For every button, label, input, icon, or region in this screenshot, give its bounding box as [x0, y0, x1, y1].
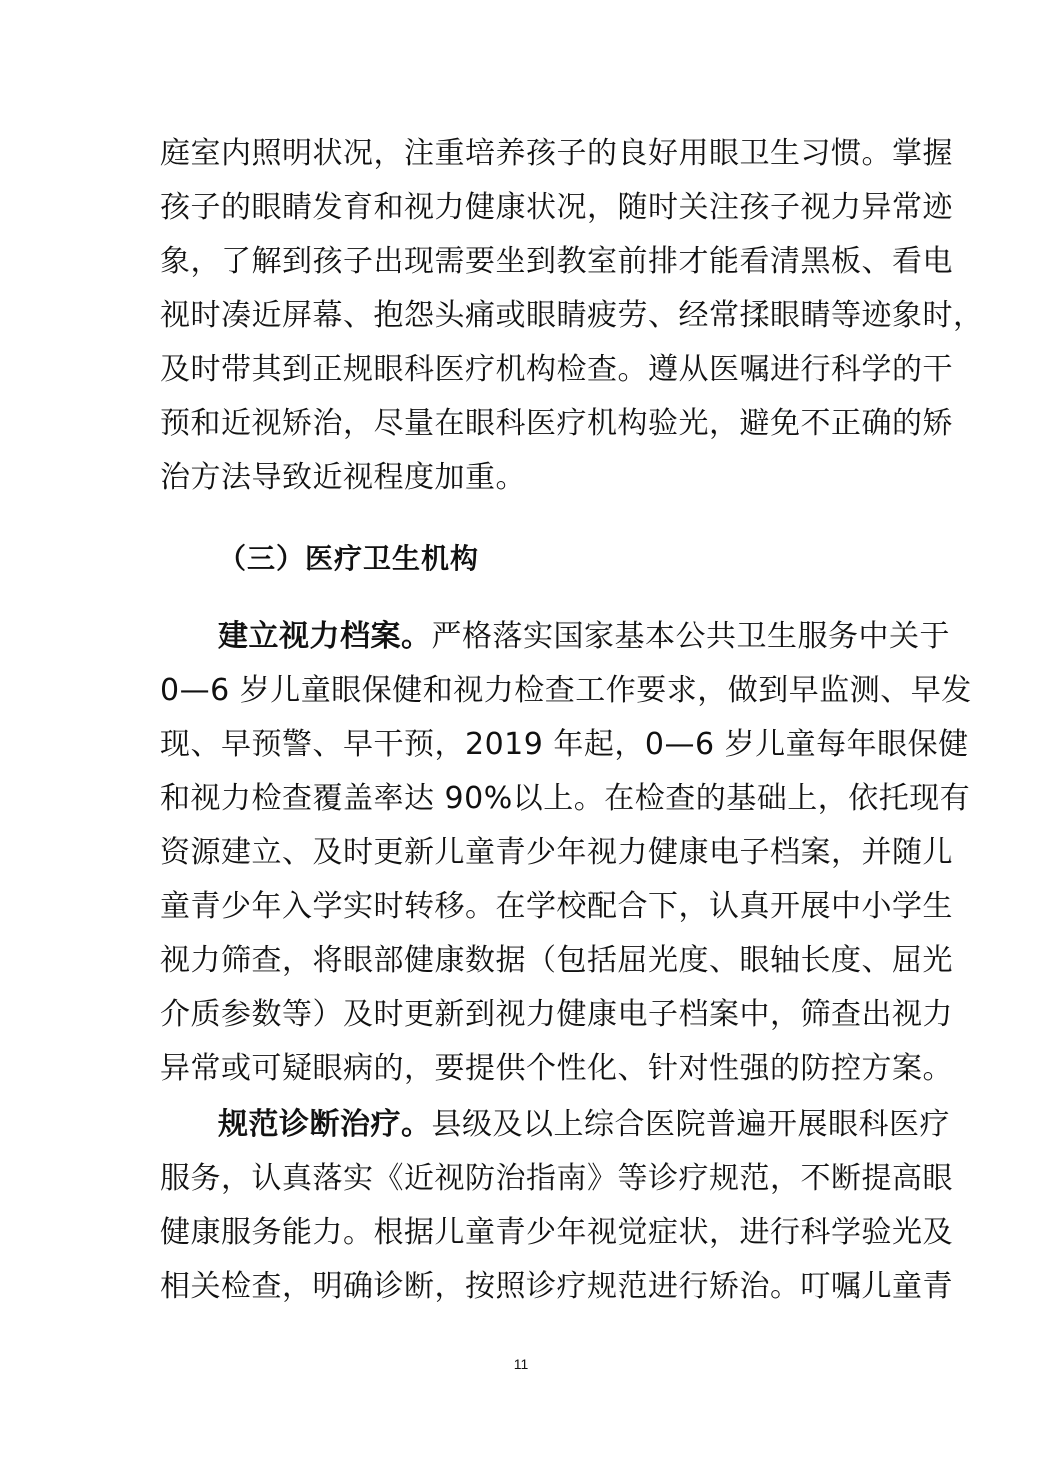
text-line: 治方法导致近视程度加重。 — [160, 460, 526, 495]
page-number: 11 — [513, 1356, 529, 1372]
text-line: 现、早预警、早干预，2019 年起，0—6 岁儿童每年眼保健 — [160, 727, 969, 762]
text-line: 童青少年入学实时转移。在学校配合下，认真开展中小学生 — [160, 889, 953, 924]
text-line: 视时凑近屏幕、抱怨头痛或眼睛疲劳、经常揉眼睛等迹象时， — [160, 298, 984, 333]
text-line: 服务，认真落实《近视防治指南》等诊疗规范，不断提高眼 — [160, 1161, 953, 1196]
paragraph-lead: 建立视力档案。 — [218, 619, 432, 654]
paragraph-text: 严格落实国家基本公共卫生服务中关于 — [431, 619, 950, 654]
paragraph-first-line — [218, 610, 950, 664]
paragraph-first-line — [218, 1098, 950, 1152]
text-line: 庭室内照明状况，注重培养孩子的良好用眼卫生习惯。掌握 — [160, 136, 953, 171]
paragraph-lead: 规范诊断治疗。 — [218, 1107, 432, 1142]
text-line: 异常或可疑眼病的，要提供个性化、针对性强的防控方案。 — [160, 1051, 953, 1086]
text-line: 孩子的眼睛发育和视力健康状况，随时关注孩子视力异常迹 — [160, 190, 953, 225]
text-line: 象，了解到孩子出现需要坐到教室前排才能看清黑板、看电 — [160, 244, 953, 279]
text-line: 预和近视矫治，尽量在眼科医疗机构验光，避免不正确的矫 — [160, 406, 953, 441]
paragraph-text: 县级及以上综合医院普遍开展眼科医疗 — [431, 1107, 950, 1142]
text-line: 及时带其到正规眼科医疗机构检查。遵从医嘱进行科学的干 — [160, 352, 953, 387]
text-line: 资源建立、及时更新儿童青少年视力健康电子档案，并随儿 — [160, 835, 953, 870]
text-line: 相关检查，明确诊断，按照诊疗规范进行矫治。叮嘱儿童青 — [160, 1269, 953, 1304]
section-heading: （三）医疗卫生机构 — [218, 542, 480, 575]
text-line: 健康服务能力。根据儿童青少年视觉症状，进行科学验光及 — [160, 1215, 953, 1250]
text-line: 和视力检查覆盖率达 90%以上。在检查的基础上，依托现有 — [160, 781, 971, 816]
text-line: 0—6 岁儿童眼保健和视力检查工作要求，做到早监测、早发 — [160, 673, 972, 708]
text-line: 介质参数等）及时更新到视力健康电子档案中，筛查出视力 — [160, 997, 953, 1032]
text-line: 视力筛查，将眼部健康数据（包括屈光度、眼轴长度、屈光 — [160, 943, 953, 978]
